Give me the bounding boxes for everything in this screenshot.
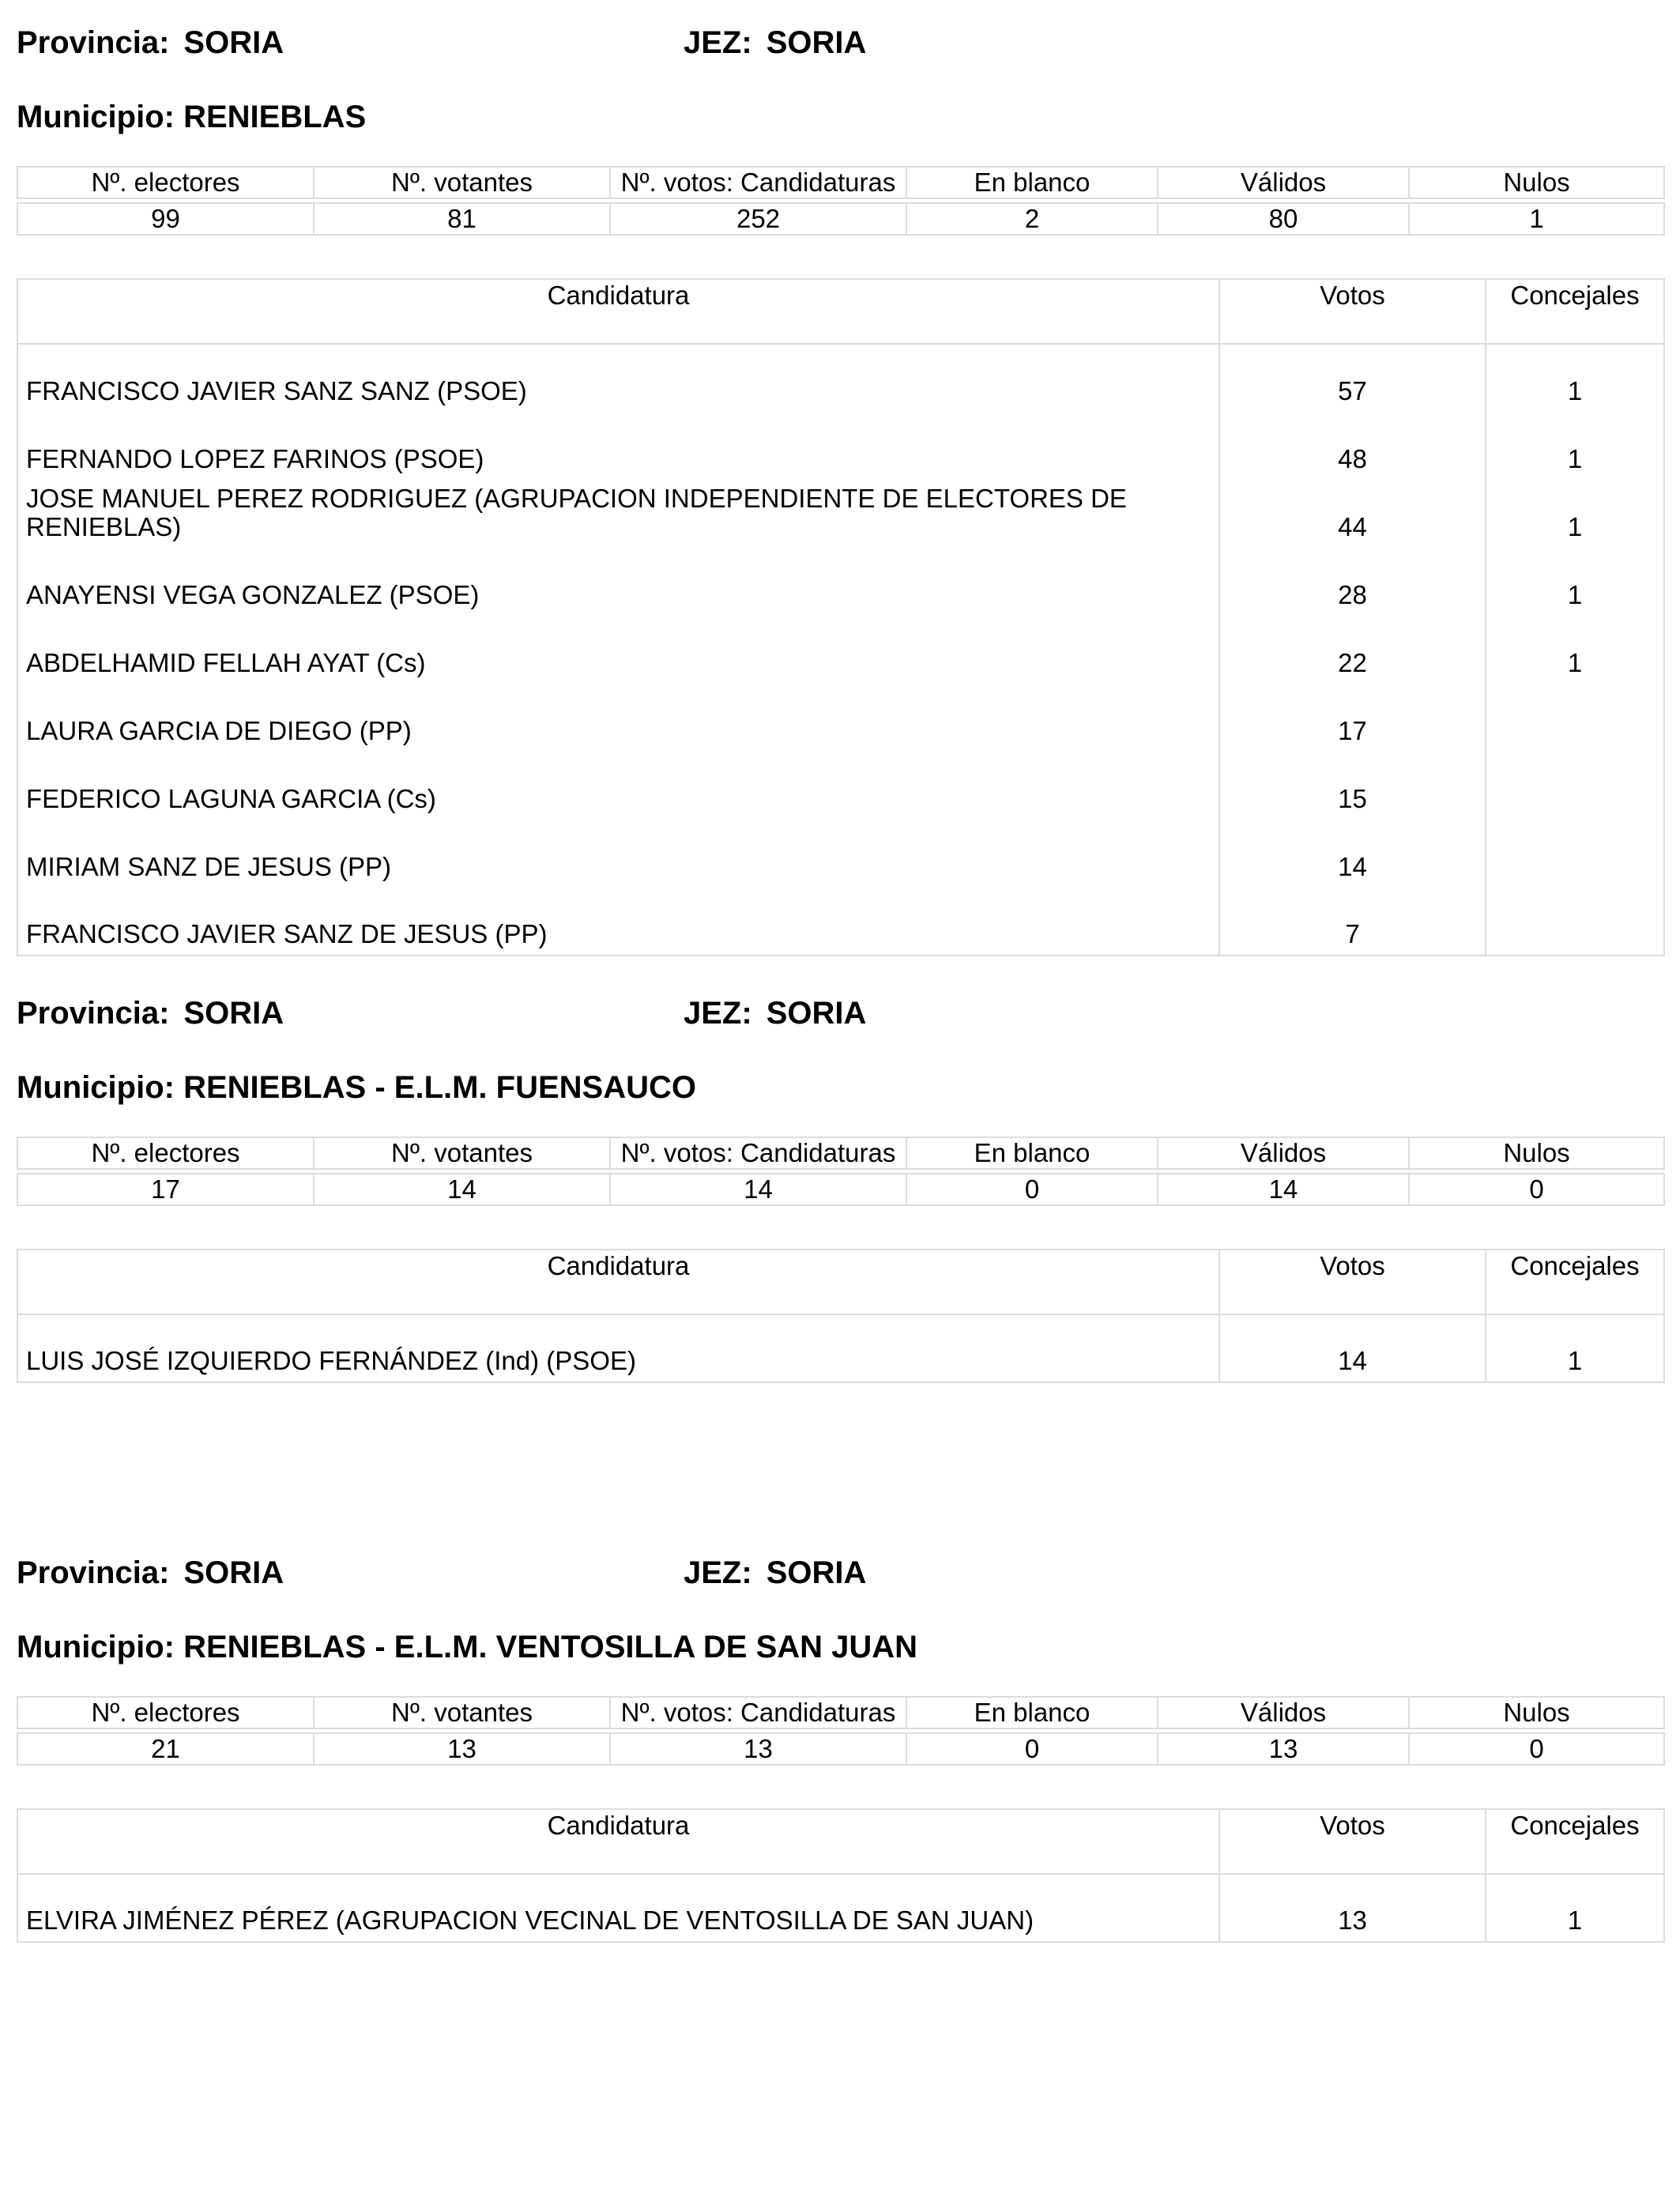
candidate-concejales: 1 xyxy=(1486,548,1664,616)
summary-value-cell: 0 xyxy=(1409,1733,1664,1765)
candidate-row xyxy=(17,820,1664,888)
concejales-header: Concejales xyxy=(1486,279,1664,344)
candidatura-header: Candidatura xyxy=(17,279,1219,344)
jez-line xyxy=(684,24,866,62)
municipio-value: RENIEBLAS xyxy=(183,100,367,134)
candidate-name: ELVIRA JIMÉNEZ PÉREZ (AGRUPACION VECINAL DE VENTOSILLA DE SAN JUAN) xyxy=(17,1874,1219,1942)
candidate-votos: 15 xyxy=(1219,752,1486,820)
jez-value: SORIA xyxy=(766,25,867,60)
summary-value-cell: 13 xyxy=(314,1733,610,1765)
summary-header-cell: Nº. votantes xyxy=(314,1137,610,1169)
candidate-row xyxy=(17,752,1664,820)
summary-value-cell: 17 xyxy=(17,1174,314,1205)
provincia-line xyxy=(17,1554,284,1592)
summary-header-row xyxy=(17,167,1664,198)
candidate-votos: 17 xyxy=(1219,684,1486,752)
provincia-line xyxy=(17,994,284,1032)
candidate-votos: 7 xyxy=(1219,888,1486,956)
municipio-value: RENIEBLAS - E.L.M. VENTOSILLA DE SAN JUAN xyxy=(183,1630,918,1664)
jez-value: SORIA xyxy=(766,1555,867,1590)
summary-header-cell: Nulos xyxy=(1409,167,1664,198)
provincia-label: Provincia: xyxy=(17,1555,170,1590)
candidate-name: FEDERICO LAGUNA GARCIA (Cs) xyxy=(17,752,1219,820)
candidate-row xyxy=(17,888,1664,956)
summary-value-cell: 99 xyxy=(17,203,314,235)
candidate-concejales xyxy=(1486,684,1664,752)
provincia-value: SORIA xyxy=(183,996,284,1031)
candidate-concejales: 1 xyxy=(1486,616,1664,684)
summary-value-row xyxy=(17,1733,1664,1765)
summary-header-cell: En blanco xyxy=(906,1697,1158,1728)
votos-header: Votos xyxy=(1219,279,1486,344)
summary-header-cell: Válidos xyxy=(1158,1697,1409,1728)
summary-value-cell: 14 xyxy=(1158,1174,1409,1205)
municipio-value: RENIEBLAS - E.L.M. FUENSAUCO xyxy=(183,1070,696,1105)
candidate-concejales: 1 xyxy=(1486,412,1664,480)
candidate-votos: 48 xyxy=(1219,412,1486,480)
candidate-name: LUIS JOSÉ IZQUIERDO FERNÁNDEZ (Ind) (PSOE) xyxy=(17,1314,1219,1382)
candidate-row xyxy=(17,1314,1664,1382)
summary-header-row xyxy=(17,1137,1664,1169)
municipio-line xyxy=(17,1628,917,1666)
summary-header-cell: Nulos xyxy=(1409,1137,1664,1169)
candidates-header-row xyxy=(17,1250,1664,1314)
candidate-votos: 13 xyxy=(1219,1874,1486,1942)
jez-value: SORIA xyxy=(766,996,867,1031)
candidates-table xyxy=(17,1249,1665,1383)
summary-value-cell: 0 xyxy=(906,1733,1158,1765)
concejales-header: Concejales xyxy=(1486,1809,1664,1874)
summary-value-cell: 80 xyxy=(1158,203,1409,235)
summary-header-cell: Nº. votantes xyxy=(314,1697,610,1728)
municipio-line xyxy=(17,98,366,136)
candidate-concejales xyxy=(1486,752,1664,820)
candidate-concejales: 1 xyxy=(1486,1314,1664,1382)
candidate-name: LAURA GARCIA DE DIEGO (PP) xyxy=(17,684,1219,752)
summary-header-cell: Nulos xyxy=(1409,1697,1664,1728)
summary-header-cell: Válidos xyxy=(1158,167,1409,198)
municipio-label: Municipio: xyxy=(17,100,175,134)
candidate-row xyxy=(17,344,1664,412)
summary-header-cell: Nº. electores xyxy=(17,167,314,198)
provincia-line xyxy=(17,24,284,62)
summary-value-cell: 1 xyxy=(1409,203,1664,235)
summary-header-cell: En blanco xyxy=(906,1137,1158,1169)
summary-header-row xyxy=(17,1697,1664,1728)
jez-label: JEZ: xyxy=(684,996,752,1031)
candidate-row xyxy=(17,616,1664,684)
summary-value-cell: 14 xyxy=(610,1174,906,1205)
candidate-concejales xyxy=(1486,888,1664,956)
summary-header-cell: Nº. electores xyxy=(17,1137,314,1169)
summary-header-cell: Nº. votos: Candidaturas xyxy=(610,1697,906,1728)
candidate-votos: 14 xyxy=(1219,820,1486,888)
candidate-row xyxy=(17,1874,1664,1942)
candidates-table xyxy=(17,278,1665,956)
results-summary-table xyxy=(17,1696,1665,1766)
candidate-name: ABDELHAMID FELLAH AYAT (Cs) xyxy=(17,616,1219,684)
candidate-name: MIRIAM SANZ DE JESUS (PP) xyxy=(17,820,1219,888)
summary-value-row xyxy=(17,1174,1664,1205)
candidate-concejales: 1 xyxy=(1486,480,1664,548)
summary-value-cell: 13 xyxy=(610,1733,906,1765)
candidate-row xyxy=(17,548,1664,616)
summary-header-cell: Nº. votos: Candidaturas xyxy=(610,1137,906,1169)
candidate-concejales: 1 xyxy=(1486,1874,1664,1942)
summary-header-cell: Válidos xyxy=(1158,1137,1409,1169)
votos-header: Votos xyxy=(1219,1809,1486,1874)
candidate-row xyxy=(17,480,1664,548)
candidate-votos: 14 xyxy=(1219,1314,1486,1382)
candidate-row xyxy=(17,412,1664,480)
jez-line xyxy=(684,1554,866,1592)
summary-value-cell: 21 xyxy=(17,1733,314,1765)
candidate-votos: 57 xyxy=(1219,344,1486,412)
results-summary-table xyxy=(17,166,1665,236)
municipio-line xyxy=(17,1069,696,1106)
summary-value-cell: 81 xyxy=(314,203,610,235)
municipio-label: Municipio: xyxy=(17,1630,175,1664)
provincia-label: Provincia: xyxy=(17,25,170,60)
summary-value-cell: 13 xyxy=(1158,1733,1409,1765)
summary-header-cell: En blanco xyxy=(906,167,1158,198)
summary-header-cell: Nº. votantes xyxy=(314,167,610,198)
candidate-votos: 22 xyxy=(1219,616,1486,684)
municipio-label: Municipio: xyxy=(17,1070,175,1105)
provincia-label: Provincia: xyxy=(17,996,170,1031)
candidate-name: FRANCISCO JAVIER SANZ DE JESUS (PP) xyxy=(17,888,1219,956)
summary-value-cell: 14 xyxy=(314,1174,610,1205)
candidate-concejales xyxy=(1486,820,1664,888)
jez-label: JEZ: xyxy=(684,25,752,60)
summary-value-row xyxy=(17,203,1664,235)
candidate-name: JOSE MANUEL PEREZ RODRIGUEZ (AGRUPACION INDEPENDIENTE DE ELECTORES DE RENIEBLAS) xyxy=(17,480,1219,548)
candidate-votos: 44 xyxy=(1219,480,1486,548)
summary-value-cell: 252 xyxy=(610,203,906,235)
candidate-name: FERNANDO LOPEZ FARINOS (PSOE) xyxy=(17,412,1219,480)
candidates-header-row xyxy=(17,1809,1664,1874)
provincia-value: SORIA xyxy=(183,1555,284,1590)
candidate-name: ANAYENSI VEGA GONZALEZ (PSOE) xyxy=(17,548,1219,616)
provincia-value: SORIA xyxy=(183,25,284,60)
jez-label: JEZ: xyxy=(684,1555,752,1590)
results-summary-table xyxy=(17,1137,1665,1206)
jez-line xyxy=(684,994,866,1032)
candidatura-header: Candidatura xyxy=(17,1809,1219,1874)
candidate-name: FRANCISCO JAVIER SANZ SANZ (PSOE) xyxy=(17,344,1219,412)
candidate-row xyxy=(17,684,1664,752)
votos-header: Votos xyxy=(1219,1250,1486,1314)
summary-header-cell: Nº. electores xyxy=(17,1697,314,1728)
summary-value-cell: 0 xyxy=(906,1174,1158,1205)
concejales-header: Concejales xyxy=(1486,1250,1664,1314)
candidates-header-row xyxy=(17,279,1664,344)
candidate-concejales: 1 xyxy=(1486,344,1664,412)
candidate-votos: 28 xyxy=(1219,548,1486,616)
summary-value-cell: 2 xyxy=(906,203,1158,235)
summary-value-cell: 0 xyxy=(1409,1174,1664,1205)
summary-header-cell: Nº. votos: Candidaturas xyxy=(610,167,906,198)
candidatura-header: Candidatura xyxy=(17,1250,1219,1314)
candidates-table xyxy=(17,1808,1665,1943)
